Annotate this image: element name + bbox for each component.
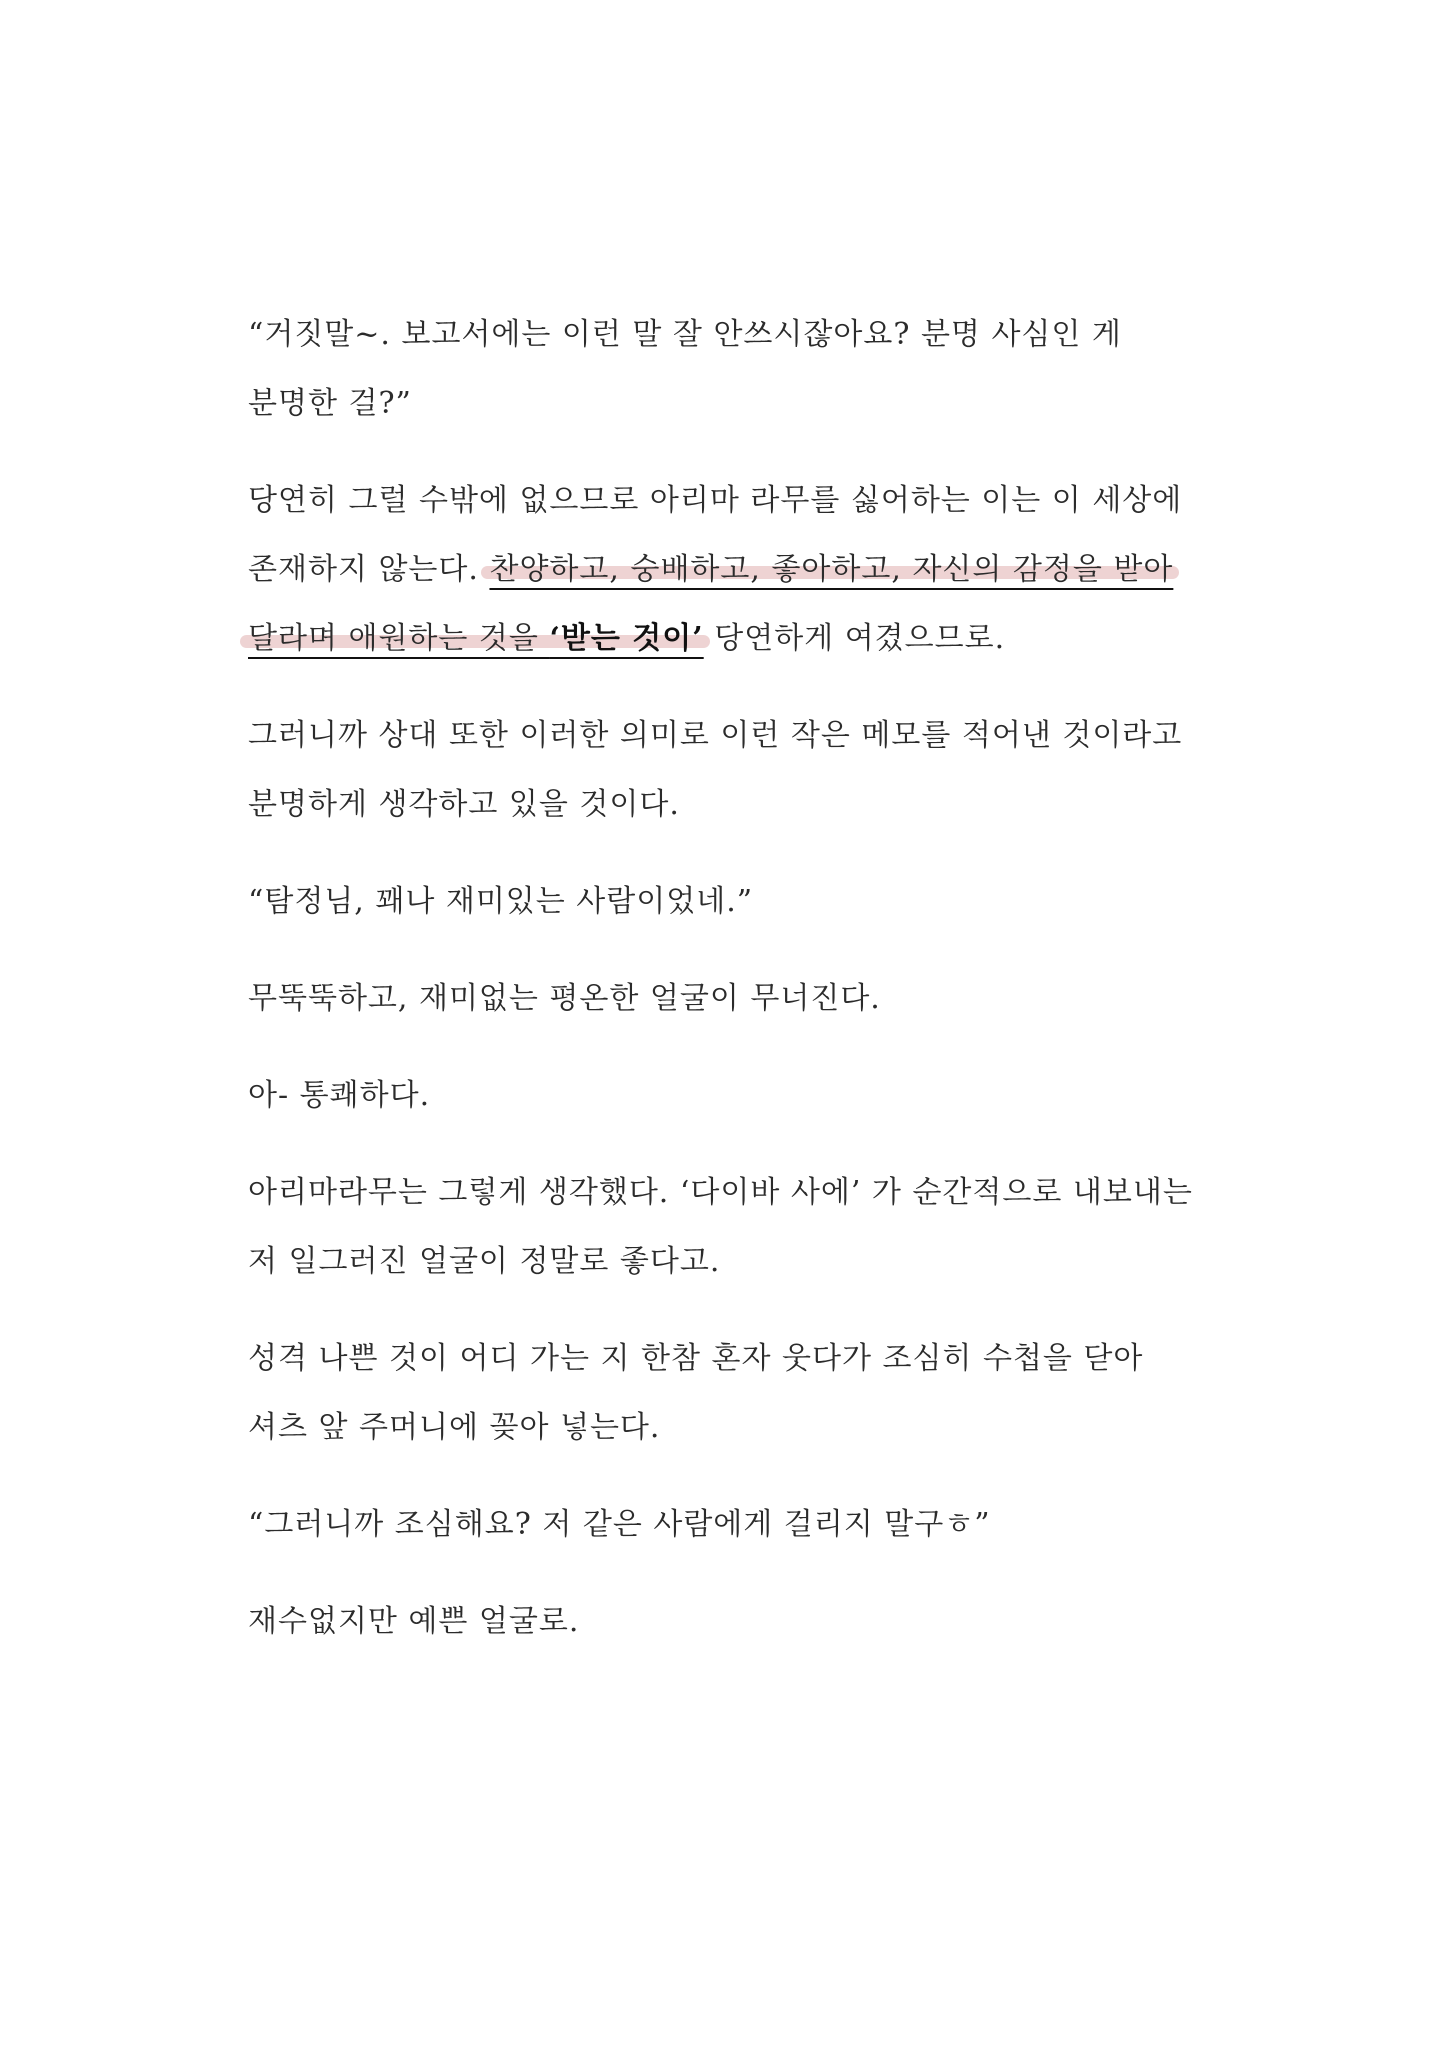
paragraph-8	[248, 1324, 1208, 1462]
text-line: 셔츠 앞 주머니에 꽂아 넣는다.	[248, 1410, 661, 1445]
paragraph-6	[248, 1061, 1208, 1130]
plain-text: 존재하지 않는다.	[248, 552, 490, 587]
text-line: “거짓말~. 보고서에는 이런 말 잘 안쓰시잖아요? 분명 사심인 게	[248, 317, 1122, 352]
text-line: “탐정님, 꽤나 재미있는 사람이었네.”	[248, 884, 754, 919]
text-line: 분명한 걸?”	[248, 386, 412, 421]
text-line: 그러니까 상대 또한 이러한 의미로 이런 작은 메모를 적어낸 것이라고	[248, 718, 1183, 753]
plain-text: 당연하게 여겼으므로.	[703, 621, 1006, 656]
paragraph-3	[248, 701, 1208, 839]
paragraph-7	[248, 1158, 1208, 1296]
paragraph-4	[248, 867, 1208, 936]
text-line: 아리마라무는 그렇게 생각했다. ‘다이바 사에’ 가 순간적으로 내보내는	[248, 1175, 1193, 1210]
paragraph-1	[248, 300, 1208, 438]
paragraph-10	[248, 1587, 1208, 1656]
story-text	[248, 300, 1208, 1684]
paragraph-2	[248, 466, 1208, 673]
text-line: 무뚝뚝하고, 재미없는 평온한 얼굴이 무너진다.	[248, 981, 881, 1016]
text-line: “그러니까 조심해요? 저 같은 사람에게 걸리지 말구ㅎ”	[248, 1507, 991, 1542]
text-line: 당연히 그럴 수밖에 없으므로 아리마 라무를 싫어하는 이는 이 세상에	[248, 483, 1183, 518]
text-line: 저 일그러진 얼굴이 정말로 좋다고.	[248, 1244, 721, 1279]
text-line	[248, 535, 1208, 604]
text-line	[248, 604, 1208, 673]
highlighted-text: 찬양하고, 숭배하고, 좋아하고, 자신의 감정을 받아	[489, 552, 1174, 587]
text-line: 아- 통쾌하다.	[248, 1078, 431, 1113]
text-line: 재수없지만 예쁜 얼굴로.	[248, 1604, 580, 1639]
bold-emphasis: ‘받는 것이’	[549, 621, 704, 656]
highlighted-plain: 달라며 애원하는 것을	[248, 621, 550, 656]
paragraph-9	[248, 1490, 1208, 1559]
text-line: 성격 나쁜 것이 어디 가는 지 한참 혼자 웃다가 조심히 수첩을 닫아	[248, 1341, 1144, 1376]
highlighted-text	[248, 621, 704, 656]
paragraph-5	[248, 964, 1208, 1033]
text-line: 분명하게 생각하고 있을 것이다.	[248, 787, 680, 822]
